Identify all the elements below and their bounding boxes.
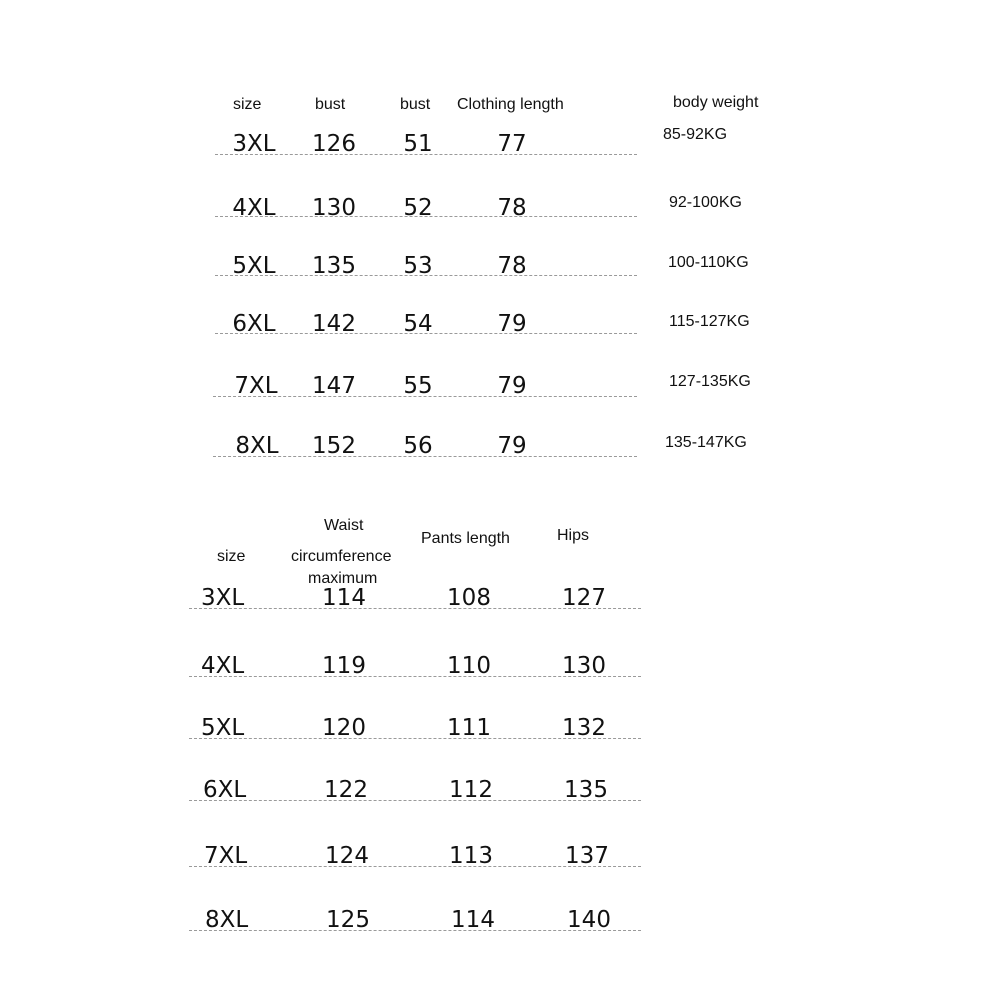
bottom-row-5-waist: 124 xyxy=(325,843,369,869)
bottom-row-2-size: 4XL xyxy=(201,653,245,679)
bottom-row-5-hips: 137 xyxy=(565,843,609,869)
top-header-bust: bust xyxy=(315,96,346,113)
top-row-6-bust-half: 56 xyxy=(403,433,433,459)
bottom-row-2-pants: 110 xyxy=(447,653,491,679)
bottom-row-1-divider xyxy=(189,608,641,609)
top-row-1-bust: 126 xyxy=(312,131,356,157)
top-row-6-bust: 152 xyxy=(312,433,356,459)
top-row-5-weight: 127-135KG xyxy=(669,373,751,390)
bottom-row-1-size: 3XL xyxy=(201,585,245,611)
bottom-header-hips: Hips xyxy=(557,527,590,544)
bottom-row-4-pants: 112 xyxy=(449,777,493,803)
bottom-row-6-hips: 140 xyxy=(567,907,611,933)
bottom-row-4-divider xyxy=(189,800,641,801)
top-row-5-bust: 147 xyxy=(312,373,356,399)
top-header-clothing-length: Clothing length xyxy=(457,96,564,113)
bottom-row-6-pants: 114 xyxy=(451,907,495,933)
bottom-row-2-divider xyxy=(189,676,641,677)
bottom-row-3-size: 5XL xyxy=(201,715,245,741)
top-row-1-length: 77 xyxy=(497,131,527,157)
bottom-row-5-size: 7XL xyxy=(204,843,248,869)
top-header-body-weight: body weight xyxy=(673,94,759,111)
bottom-row-3-waist: 120 xyxy=(322,715,366,741)
top-row-3-bust: 135 xyxy=(312,253,356,279)
bottom-header-size: size xyxy=(217,548,246,565)
top-row-4-length: 79 xyxy=(497,311,527,337)
bottom-row-6-size: 8XL xyxy=(205,907,249,933)
top-row-2-bust-half: 52 xyxy=(403,195,433,221)
top-row-4-bust: 142 xyxy=(312,311,356,337)
top-row-1-weight: 85-92KG xyxy=(663,126,728,143)
top-row-6-length: 79 xyxy=(497,433,527,459)
bottom-header-waist-line1: Waist xyxy=(324,517,364,534)
bottom-header-pants-length: Pants length xyxy=(421,530,510,547)
bottom-row-2-hips: 130 xyxy=(562,653,606,679)
top-header-bust-half: bust xyxy=(400,96,431,113)
top-row-6-weight: 135-147KG xyxy=(665,434,747,451)
top-row-3-size: 5XL xyxy=(232,253,276,279)
top-row-3-bust-half: 53 xyxy=(403,253,433,279)
top-row-6-size: 8XL xyxy=(235,433,279,459)
bottom-row-3-pants: 111 xyxy=(447,715,491,741)
top-header-size: size xyxy=(233,96,262,113)
bottom-row-6-divider xyxy=(189,930,641,931)
top-row-5-length: 79 xyxy=(497,373,527,399)
bottom-header-waist-line2: circumference xyxy=(291,548,392,565)
top-row-3-weight: 100-110KG xyxy=(668,254,749,271)
top-row-2-weight: 92-100KG xyxy=(669,194,742,211)
top-row-5-size: 7XL xyxy=(234,373,278,399)
bottom-header-waist-line3: maximum xyxy=(308,570,378,587)
bottom-row-1-waist: 114 xyxy=(322,585,366,611)
bottom-row-4-hips: 135 xyxy=(564,777,608,803)
bottom-row-4-waist: 122 xyxy=(324,777,368,803)
top-row-2-size: 4XL xyxy=(232,195,276,221)
bottom-row-4-size: 6XL xyxy=(203,777,247,803)
top-row-1-size: 3XL xyxy=(232,131,276,157)
top-row-2-bust: 130 xyxy=(312,195,356,221)
bottom-row-5-divider xyxy=(189,866,641,867)
top-row-1-bust-half: 51 xyxy=(403,131,433,157)
top-row-4-size: 6XL xyxy=(232,311,276,337)
bottom-row-3-divider xyxy=(189,738,641,739)
bottom-row-6-waist: 125 xyxy=(326,907,370,933)
bottom-row-5-pants: 113 xyxy=(449,843,493,869)
bottom-row-3-hips: 132 xyxy=(562,715,606,741)
top-row-2-length: 78 xyxy=(497,195,527,221)
top-row-4-weight: 115-127KG xyxy=(669,313,750,330)
top-row-3-length: 78 xyxy=(497,253,527,279)
bottom-row-1-pants: 108 xyxy=(447,585,491,611)
bottom-row-2-waist: 119 xyxy=(322,653,366,679)
bottom-row-1-hips: 127 xyxy=(562,585,606,611)
top-row-4-bust-half: 54 xyxy=(403,311,433,337)
top-row-5-bust-half: 55 xyxy=(403,373,433,399)
